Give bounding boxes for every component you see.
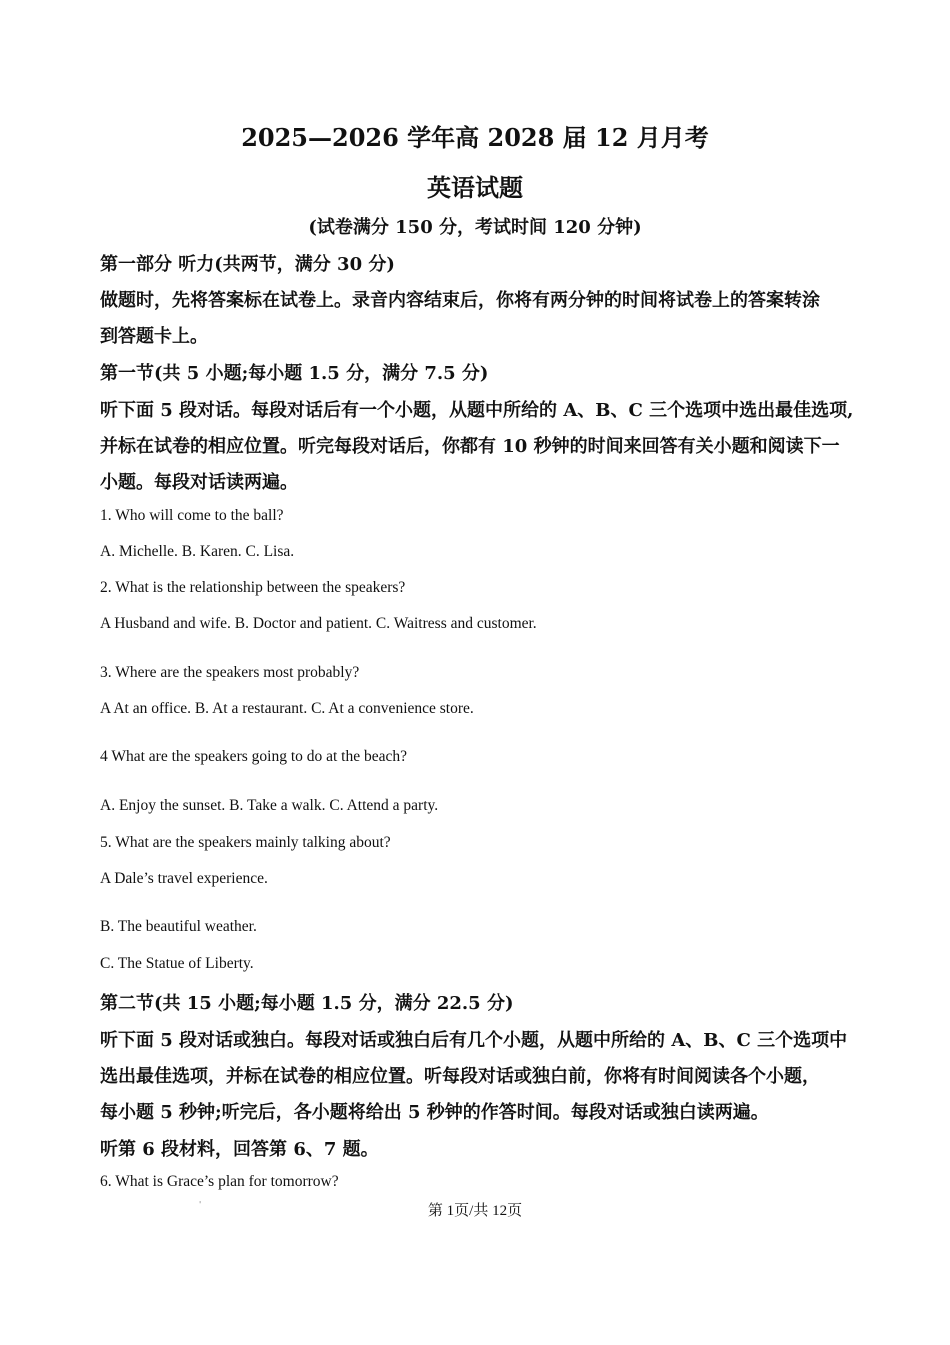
part1-heading: 第一部分 听力(共两节，满分 30 分)	[100, 254, 395, 275]
question-5-option-c: C. The Statue of Liberty.	[100, 955, 254, 972]
material-6-heading: 听第 6 段材料，回答第 6、7 题。	[100, 1139, 379, 1160]
question-3-options: A At an office. B. At a restaurant. C. At a convenience store.	[100, 700, 474, 717]
question-5: 5. What are the speakers mainly talking about?	[100, 834, 391, 851]
section2-instruction-line3: 每小题 5 秒钟;听完后，各小题将给出 5 秒钟的作答时间。每段对话或独白读两遍。	[100, 1102, 769, 1123]
part1-instruction-line2: 到答题卡上。	[100, 326, 208, 347]
question-4-options: A. Enjoy the sunset. B. Take a walk. C. Attend a party.	[100, 797, 439, 814]
question-3: 3. Where are the speakers most probably?	[100, 664, 360, 681]
question-1: 1. Who will come to the ball?	[100, 507, 284, 524]
section1-instruction-line1: 听下面 5 段对话。每段对话后有一个小题，从题中所给的 A、B、C 三个选项中选出最佳选项,	[100, 400, 854, 421]
exam-note: (试卷满分 150 分，考试时间 120 分钟)	[308, 217, 642, 238]
exam-title: 2025—2026 学年高 2028 届 12 月月考	[241, 123, 709, 152]
question-5-option-b: B. The beautiful weather.	[100, 918, 257, 935]
section2-heading: 第二节(共 15 小题;每小题 1.5 分，满分 22.5 分)	[100, 993, 514, 1014]
section1-heading: 第一节(共 5 小题;每小题 1.5 分，满分 7.5 分)	[100, 363, 489, 384]
question-2: 2. What is the relationship between the speakers?	[100, 579, 406, 596]
scan-mark: '	[199, 1200, 202, 1209]
question-5-option-a: A Dale’s travel experience.	[100, 870, 268, 887]
section1-instruction-line2: 并标在试卷的相应位置。听完每段对话后，你都有 10 秒钟的时间来回答有关小题和阅读下一	[100, 436, 840, 457]
section2-instruction-line2: 选出最佳选项，并标在试卷的相应位置。听每段对话或独白前，你将有时间阅读各个小题，	[100, 1066, 820, 1087]
part1-instruction-line1: 做题时，先将答案标在试卷上。录音内容结束后，你将有两分钟的时间将试卷上的答案转涂	[100, 290, 820, 311]
question-4: 4 What are the speakers going to do at the beach?	[100, 748, 408, 765]
exam-subject: 英语试题	[427, 173, 523, 202]
question-1-options: A. Michelle. B. Karen. C. Lisa.	[100, 543, 295, 560]
question-2-options: A Husband and wife. B. Doctor and patient. C. Waitress and customer.	[100, 615, 537, 632]
question-6: 6. What is Grace’s plan for tomorrow?	[100, 1173, 339, 1190]
page-number: 第 1页/共 12页	[427, 1203, 523, 1219]
section2-instruction-line1: 听下面 5 段对话或独白。每段对话或独白后有几个小题，从题中所给的 A、B、C 三个选项中	[100, 1030, 848, 1051]
section1-instruction-line3: 小题。每段对话读两遍。	[100, 472, 298, 493]
